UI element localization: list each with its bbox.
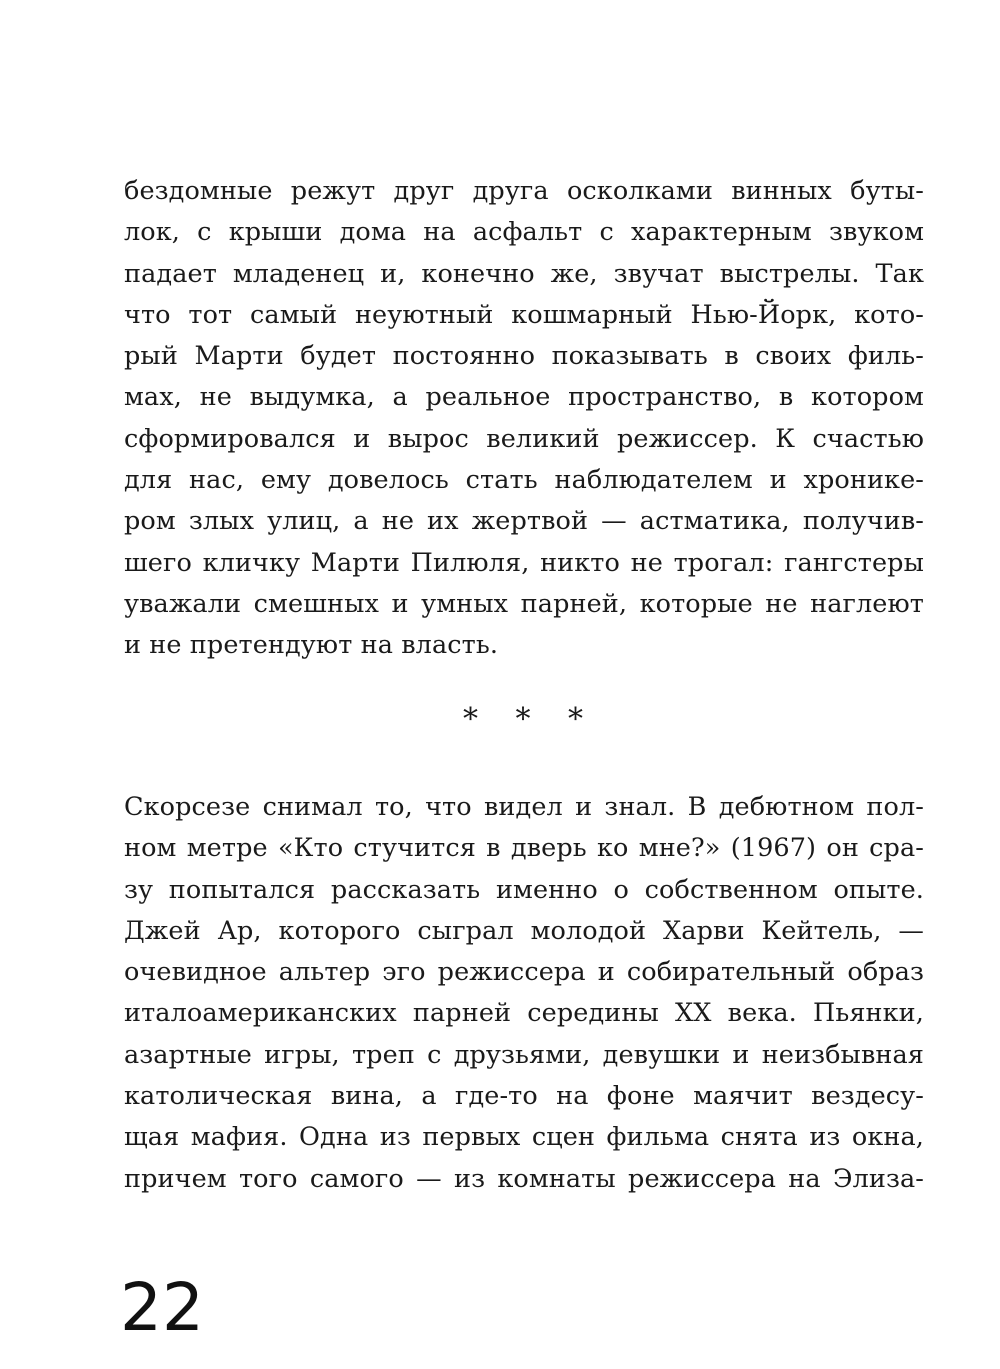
page-number: 22 [120, 1269, 204, 1346]
text-line: зу попытался рассказать именно о собственном опыте. [124, 874, 924, 905]
text-line: рый Марти будет постоянно показывать в своих филь- [124, 341, 924, 372]
text-line: ром злых улиц, а не их жертвой — астматика, получив- [124, 506, 924, 537]
text-line: для нас, ему довелось стать наблюдателем и хронике- [124, 465, 924, 496]
paragraph-2 [124, 787, 924, 1200]
text-line: шего кличку Марти Пилюля, никто не трогал: гангстеры [124, 547, 924, 578]
text-line: католическая вина, а где-то на фоне маячит вездесу- [124, 1081, 924, 1112]
text-line: мах, не выдумка, а реальное пространство, в котором [124, 382, 924, 413]
paragraph-1 [124, 171, 924, 667]
text-line: очевидное альтер эго режиссера и собирательный образ [124, 957, 924, 988]
text-line: Скорсезе снимал то, что видел и знал. В дебютном пол- [124, 792, 924, 822]
text-line: Джей Ар, которого сыграл молодой Харви Кейтель, — [124, 915, 924, 946]
text-line: италоамериканских парней середины ХХ века. Пьянки, [124, 998, 924, 1029]
text-line: азартные игры, треп с друзьями, девушки и неизбывная [124, 1039, 924, 1070]
text-line: и не претендуют на власть. [124, 630, 499, 661]
text-line: сформировался и вырос великий режиссер. К счастью [124, 423, 924, 454]
text-line: бездомные режут друг друга осколками винных буты- [124, 176, 924, 206]
text-line: лок, с крыши дома на асфальт с характерным звуком [124, 217, 924, 248]
text-line: что тот самый неуютный кошмарный Нью-Йорк, кото- [124, 299, 924, 330]
text-line: ном метре «Кто стучится в дверь ко мне?» (1967) он сра- [124, 833, 924, 864]
text-line: щая мафия. Одна из первых сцен фильма снята из окна, [124, 1122, 924, 1153]
section-separator: * * * [462, 702, 598, 737]
text-line: причем того самого — из комнаты режиссера на Элиза- [124, 1163, 924, 1194]
text-line: падает младенец и, конечно же, звучат выстрелы. Так [124, 258, 924, 289]
text-line: уважали смешных и умных парней, которые не наглеют [124, 588, 924, 619]
